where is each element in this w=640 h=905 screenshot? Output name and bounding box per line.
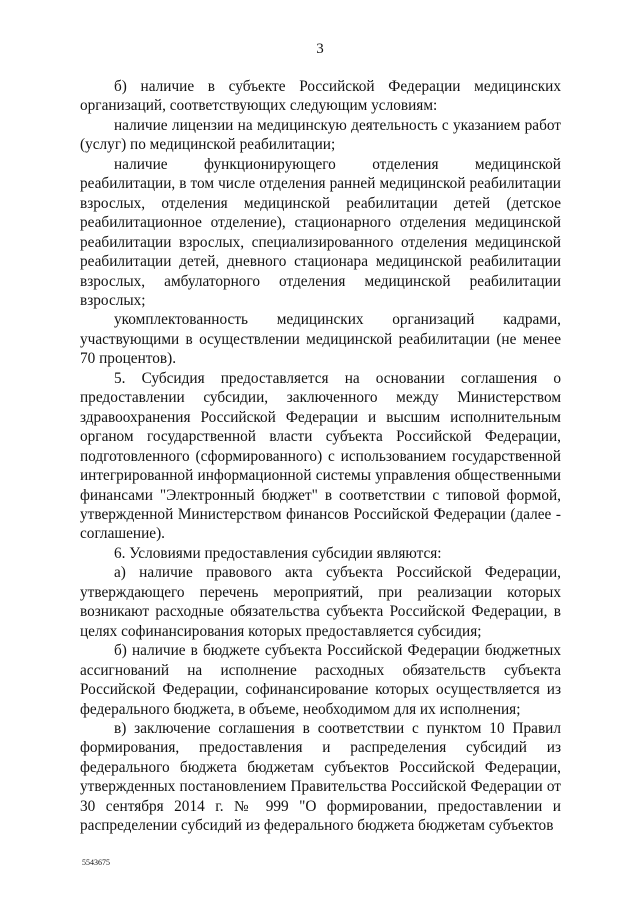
paragraph-rehabilitation-department-condition: наличие функционирующего отделения медицинской реабилитации, в том числе отделения ранней медицинской реабилитации взрослых, отделения медицинской реабилитации детей (детское реабилитационное отделение), стационарного отделения медицинской реабилитации взрослых, специализированного отделения медицинской реабилитации детей, дневного стационара медицинской реабилитации взрослых, амбулаторного отделения медицинской реабилитации взрослых; <box>80 155 561 309</box>
paragraph-item-v-agreement-conclusion: в) заключение соглашения в соответствии с пунктом 10 Правил формирования, предоставления и распределения субсидий из федерального бюджета бюджетам субъектов Российской Федерации, утвержденных постановлением Правительства Российской Федерации от 30 сентября 2014 г. № 999 "О формировании, предоставлении и распределении субсидий из федерального бюджета бюджетам субъектов <box>80 719 561 835</box>
paragraph-section-5-subsidy-agreement: 5. Субсидия предоставляется на основании соглашения о предоставлении субсидии, заключенного между Министерством здравоохранения Российской Федерации и высшим исполнительным органом государственной власти субъекта Российской Федерации, подготовленного (сформированного) с использованием государственной интегрированной информационной системы управления общественными финансами "Электронный бюджет" в соответствии с типовой формой, утвержденной Министерством финансов Российской Федерации (далее - соглашение). <box>80 369 561 543</box>
paragraph-item-a-legal-act: а) наличие правового акта субъекта Российской Федерации, утверждающего перечень мероприятий, при реализации которых возникают расходные обязательства субъекта Российской Федерации, в целях софинансирования которых предоставляется субсидия; <box>80 564 561 640</box>
paragraph-license-condition: наличие лицензии на медицинскую деятельность с указанием работ (услуг) по медицинской реабилитации; <box>80 116 561 154</box>
page-number: 3 <box>316 41 324 57</box>
paragraph-item-b-medical-organizations: б) наличие в субъекте Российской Федерации медицинских организаций, соответствующих следующим условиям: <box>80 78 561 115</box>
document-id-footer: 5543675 <box>82 858 110 867</box>
paragraph-item-b-budget-allocations: б) наличие в бюджете субъекта Российской Федерации бюджетных ассигнований на исполнение расходных обязательств субъекта Российской Федерации, софинансирование которых осуществляется из федерального бюджета, в объеме, необходимом для их исполнения; <box>80 642 561 718</box>
paragraph-staffing-condition: укомплектованность медицинских организаций кадрами, участвующими в осуществлении медицинской реабилитации (не менее 70 процентов). <box>80 311 561 368</box>
paragraph-section-6-conditions: 6. Условиями предоставления субсидии являются: <box>114 544 442 562</box>
document-body <box>80 77 561 836</box>
